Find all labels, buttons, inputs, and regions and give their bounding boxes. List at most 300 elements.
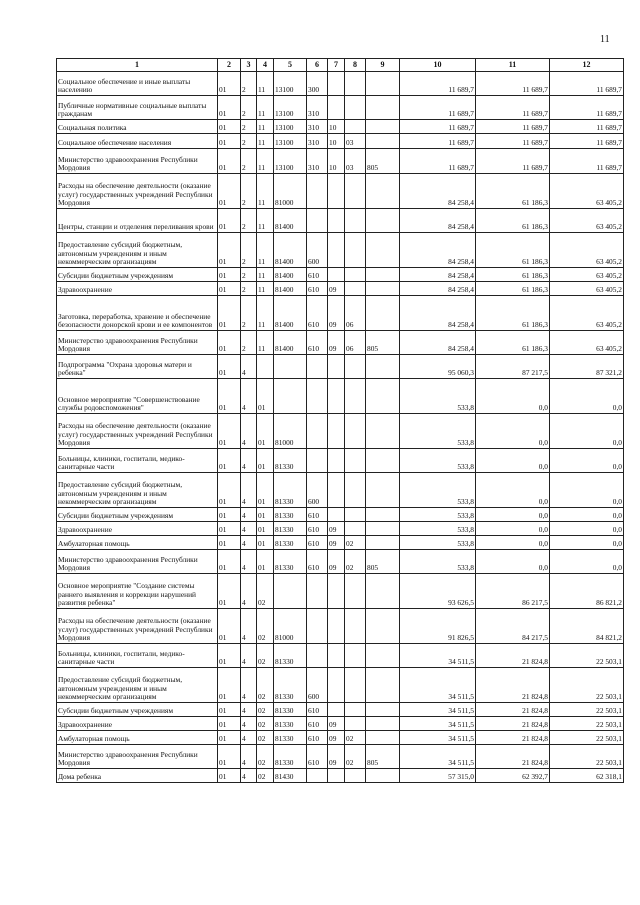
table-cell: 11 689,7 — [550, 134, 624, 149]
row-label-cell: Здравоохранение — [57, 282, 218, 296]
table-cell — [307, 574, 328, 609]
table-cell: 01 — [257, 473, 274, 508]
table-row — [57, 769, 624, 783]
table-cell: 11 689,7 — [400, 134, 476, 149]
table-cell: 95 060,3 — [400, 355, 476, 379]
table-cell: 610 — [307, 536, 328, 550]
table-cell: 13100 — [274, 96, 307, 120]
table-cell: 11 — [257, 282, 274, 296]
table-cell: 01 — [218, 609, 241, 644]
table-cell — [328, 96, 345, 120]
table-cell — [366, 703, 400, 717]
table-cell: 4 — [241, 644, 257, 668]
table-cell: 09 — [328, 282, 345, 296]
table-cell — [345, 668, 366, 703]
table-cell: 11 689,7 — [400, 149, 476, 174]
table-cell: 11 689,7 — [400, 96, 476, 120]
table-cell: 81000 — [274, 174, 307, 209]
table-cell: 11 689,7 — [550, 72, 624, 96]
table-cell: 34 511,5 — [400, 703, 476, 717]
table-cell — [345, 508, 366, 522]
table-cell: 11 689,7 — [476, 72, 550, 96]
table-cell: 0,0 — [550, 473, 624, 508]
table-cell: 2 — [241, 134, 257, 149]
table-cell: 84 258,4 — [400, 282, 476, 296]
table-cell — [328, 355, 345, 379]
table-cell — [366, 508, 400, 522]
table-cell: 4 — [241, 414, 257, 449]
table-cell: 09 — [328, 536, 345, 550]
table-cell: 11 — [257, 120, 274, 134]
table-cell — [366, 574, 400, 609]
row-label-cell: Социальная политика — [57, 120, 218, 134]
table-cell: 13100 — [274, 149, 307, 174]
table-cell: 01 — [218, 96, 241, 120]
table-cell: 0,0 — [476, 379, 550, 414]
table-cell: 01 — [218, 209, 241, 233]
row-label-cell: Подпрограмма "Охрана здоровья матери и ребенка" — [57, 355, 218, 379]
table-cell — [328, 609, 345, 644]
table-cell: 01 — [218, 473, 241, 508]
table-cell: 09 — [328, 331, 345, 355]
table-cell: 22 503,1 — [550, 668, 624, 703]
column-header-7: 7 — [328, 59, 345, 72]
table-row — [57, 282, 624, 296]
table-row — [57, 209, 624, 233]
table-cell: 0,0 — [476, 414, 550, 449]
table-cell: 87 321,2 — [550, 355, 624, 379]
table-cell: 610 — [307, 331, 328, 355]
table-cell: 0,0 — [476, 508, 550, 522]
table-cell — [345, 96, 366, 120]
table-cell: 805 — [366, 550, 400, 574]
table-cell: 63 405,2 — [550, 268, 624, 282]
table-cell: 11 — [257, 209, 274, 233]
table-cell: 22 503,1 — [550, 745, 624, 769]
table-cell: 09 — [328, 296, 345, 331]
table-row — [57, 574, 624, 609]
table-cell: 21 824,8 — [476, 745, 550, 769]
table-cell — [345, 703, 366, 717]
row-label-cell: Субсидии бюджетным учреждениям — [57, 703, 218, 717]
row-label-cell: Основное мероприятие "Создание системы раннего выявления и коррекции нарушений развития ребенка" — [57, 574, 218, 609]
table-cell: 63 405,2 — [550, 209, 624, 233]
row-label-cell: Основное мероприятие "Совершенствование службы родовспоможения" — [57, 379, 218, 414]
table-cell — [328, 174, 345, 209]
table-cell — [366, 134, 400, 149]
table-cell: 2 — [241, 72, 257, 96]
table-cell: 02 — [257, 574, 274, 609]
table-cell — [345, 268, 366, 282]
row-label-cell: Социальное обеспечение населения — [57, 134, 218, 149]
table-cell: 22 503,1 — [550, 644, 624, 668]
table-cell: 01 — [257, 379, 274, 414]
row-label-cell: Больницы, клиники, госпитали, медико-санитарные части — [57, 644, 218, 668]
table-cell: 11 — [257, 174, 274, 209]
table-cell: 01 — [218, 449, 241, 473]
table-cell: 02 — [345, 745, 366, 769]
table-cell — [366, 644, 400, 668]
table-cell: 4 — [241, 473, 257, 508]
table-cell: 0,0 — [476, 550, 550, 574]
table-cell — [366, 536, 400, 550]
table-cell: 533,8 — [400, 379, 476, 414]
table-cell: 06 — [345, 331, 366, 355]
table-cell — [328, 209, 345, 233]
table-cell: 0,0 — [550, 379, 624, 414]
column-header-9: 9 — [366, 59, 400, 72]
table-cell: 533,8 — [400, 473, 476, 508]
table-cell: 11 — [257, 149, 274, 174]
table-cell: 0,0 — [476, 449, 550, 473]
table-cell: 533,8 — [400, 550, 476, 574]
table-cell: 0,0 — [476, 473, 550, 508]
table-cell: 02 — [345, 536, 366, 550]
row-label-cell: Субсидии бюджетным учреждениям — [57, 508, 218, 522]
table-cell: 610 — [307, 703, 328, 717]
table-row — [57, 414, 624, 449]
row-label-cell: Субсидии бюджетным учреждениям — [57, 268, 218, 282]
table-cell: 01 — [218, 536, 241, 550]
table-row — [57, 536, 624, 550]
table-row — [57, 550, 624, 574]
table-cell: 4 — [241, 731, 257, 745]
table-cell: 600 — [307, 233, 328, 268]
table-row — [57, 233, 624, 268]
table-cell: 34 511,5 — [400, 745, 476, 769]
table-cell: 61 186,3 — [476, 174, 550, 209]
table-row — [57, 449, 624, 473]
row-label-cell: Дома ребенка — [57, 769, 218, 783]
table-cell: 01 — [218, 149, 241, 174]
table-cell — [274, 574, 307, 609]
table-cell: 03 — [345, 149, 366, 174]
table-cell: 10 — [328, 149, 345, 174]
table-row — [57, 609, 624, 644]
table-cell: 09 — [328, 550, 345, 574]
table-cell: 4 — [241, 609, 257, 644]
table-cell: 4 — [241, 536, 257, 550]
table-cell — [257, 355, 274, 379]
table-cell: 84 258,4 — [400, 268, 476, 282]
table-cell: 11 689,7 — [400, 72, 476, 96]
table-cell: 61 186,3 — [476, 233, 550, 268]
table-cell: 4 — [241, 745, 257, 769]
table-cell: 2 — [241, 282, 257, 296]
table-cell — [366, 668, 400, 703]
table-cell — [328, 473, 345, 508]
table-cell: 81330 — [274, 644, 307, 668]
table-cell — [328, 703, 345, 717]
table-cell — [307, 379, 328, 414]
table-cell — [307, 609, 328, 644]
row-label-cell: Заготовка, переработка, хранение и обеспечение безопасности донорской крови и ее компонентов — [57, 296, 218, 331]
column-header-10: 10 — [400, 59, 476, 72]
table-cell — [345, 644, 366, 668]
table-cell: 01 — [218, 120, 241, 134]
table-cell: 81330 — [274, 522, 307, 536]
table-row — [57, 703, 624, 717]
column-header-2: 2 — [218, 59, 241, 72]
table-cell: 805 — [366, 745, 400, 769]
column-header-6: 6 — [307, 59, 328, 72]
table-cell: 81000 — [274, 414, 307, 449]
table-cell — [307, 414, 328, 449]
table-row — [57, 522, 624, 536]
table-cell: 310 — [307, 96, 328, 120]
column-header-4: 4 — [257, 59, 274, 72]
table-cell — [366, 449, 400, 473]
table-cell — [328, 508, 345, 522]
table-cell: 81400 — [274, 296, 307, 331]
table-cell: 21 824,8 — [476, 703, 550, 717]
table-cell: 4 — [241, 769, 257, 783]
row-label-cell: Социальное обеспечение и иные выплаты населению — [57, 72, 218, 96]
table-cell — [307, 769, 328, 783]
table-cell — [307, 174, 328, 209]
table-cell — [345, 120, 366, 134]
table-cell: 2 — [241, 96, 257, 120]
row-label-cell: Министерство здравоохранения Республики Мордовия — [57, 149, 218, 174]
table-cell: 610 — [307, 731, 328, 745]
table-row — [57, 717, 624, 731]
row-label-cell: Расходы на обеспечение деятельности (оказание услуг) государственных учреждений Республики Мордовия — [57, 609, 218, 644]
table-cell: 81400 — [274, 233, 307, 268]
table-cell — [307, 209, 328, 233]
table-cell — [366, 72, 400, 96]
table-cell: 0,0 — [550, 414, 624, 449]
table-cell: 03 — [345, 134, 366, 149]
table-cell — [328, 668, 345, 703]
table-cell: 610 — [307, 550, 328, 574]
table-cell: 01 — [218, 134, 241, 149]
table-cell: 11 — [257, 331, 274, 355]
table-cell: 84 258,4 — [400, 296, 476, 331]
table-cell — [366, 233, 400, 268]
table-cell: 81430 — [274, 769, 307, 783]
table-cell: 81330 — [274, 449, 307, 473]
table-cell — [345, 379, 366, 414]
table-cell: 01 — [218, 233, 241, 268]
table-cell: 610 — [307, 745, 328, 769]
table-cell: 4 — [241, 703, 257, 717]
table-cell: 21 824,8 — [476, 731, 550, 745]
table-cell: 81330 — [274, 550, 307, 574]
table-cell — [274, 379, 307, 414]
table-body — [57, 72, 624, 783]
table-cell: 2 — [241, 268, 257, 282]
column-header-11: 11 — [476, 59, 550, 72]
table-cell: 93 626,5 — [400, 574, 476, 609]
table-cell: 21 824,8 — [476, 717, 550, 731]
table-cell: 2 — [241, 209, 257, 233]
table-cell: 61 186,3 — [476, 282, 550, 296]
table-cell: 600 — [307, 473, 328, 508]
budget-table — [56, 58, 624, 783]
table-cell: 2 — [241, 296, 257, 331]
table-cell: 610 — [307, 717, 328, 731]
table-cell: 81330 — [274, 536, 307, 550]
table-cell: 01 — [218, 769, 241, 783]
table-cell: 11 — [257, 134, 274, 149]
table-cell: 01 — [218, 717, 241, 731]
table-cell: 2 — [241, 233, 257, 268]
row-label-cell: Публичные нормативные социальные выплаты гражданам — [57, 96, 218, 120]
table-cell: 11 — [257, 72, 274, 96]
table-cell: 91 826,5 — [400, 609, 476, 644]
column-header-12: 12 — [550, 59, 624, 72]
table-cell: 34 511,5 — [400, 644, 476, 668]
table-cell — [345, 282, 366, 296]
table-cell: 02 — [257, 703, 274, 717]
table-cell: 533,8 — [400, 414, 476, 449]
table-cell: 310 — [307, 120, 328, 134]
table-row — [57, 296, 624, 331]
table-cell — [366, 268, 400, 282]
table-header-row — [57, 59, 624, 72]
table-cell: 01 — [218, 668, 241, 703]
table-cell: 81330 — [274, 473, 307, 508]
row-label-cell: Здравоохранение — [57, 522, 218, 536]
table-row — [57, 72, 624, 96]
table-cell — [345, 522, 366, 536]
table-cell: 01 — [257, 508, 274, 522]
table-cell: 63 405,2 — [550, 282, 624, 296]
table-cell: 01 — [218, 282, 241, 296]
table-cell — [366, 414, 400, 449]
table-cell: 21 824,8 — [476, 644, 550, 668]
table-cell: 01 — [218, 550, 241, 574]
table-cell — [345, 449, 366, 473]
table-cell: 84 821,2 — [550, 609, 624, 644]
table-cell — [345, 209, 366, 233]
row-label-cell: Предоставление субсидий бюджетным, автономным учреждениям и иным некоммерческим организациям — [57, 668, 218, 703]
table-cell: 62 318,1 — [550, 769, 624, 783]
table-cell — [366, 282, 400, 296]
table-cell: 0,0 — [476, 536, 550, 550]
table-cell: 02 — [257, 609, 274, 644]
table-cell — [328, 72, 345, 96]
table-cell: 2 — [241, 331, 257, 355]
table-row — [57, 668, 624, 703]
table-cell: 01 — [218, 296, 241, 331]
table-cell — [366, 609, 400, 644]
table-cell — [366, 731, 400, 745]
table-cell — [345, 609, 366, 644]
table-cell: 11 689,7 — [476, 134, 550, 149]
table-cell — [345, 72, 366, 96]
table-cell: 4 — [241, 449, 257, 473]
table-cell: 81400 — [274, 282, 307, 296]
table-cell: 02 — [257, 769, 274, 783]
table-cell: 01 — [257, 449, 274, 473]
row-label-cell: Амбулаторная помощь — [57, 731, 218, 745]
table-cell: 01 — [218, 522, 241, 536]
row-label-cell: Здравоохранение — [57, 717, 218, 731]
table-cell — [366, 96, 400, 120]
table-cell: 81330 — [274, 731, 307, 745]
row-label-cell: Амбулаторная помощь — [57, 536, 218, 550]
table-cell: 86 821,2 — [550, 574, 624, 609]
table-cell: 02 — [257, 668, 274, 703]
table-row — [57, 174, 624, 209]
table-cell: 01 — [218, 355, 241, 379]
row-label-cell: Предоставление субсидий бюджетным, автономным учреждениям и иным некоммерческим организациям — [57, 473, 218, 508]
table-cell — [366, 174, 400, 209]
table-cell — [345, 174, 366, 209]
table-cell: 02 — [257, 717, 274, 731]
table-cell: 01 — [218, 731, 241, 745]
table-cell — [366, 522, 400, 536]
row-label-cell: Расходы на обеспечение деятельности (оказание услуг) государственных учреждений Республики Мордовия — [57, 414, 218, 449]
table-cell — [328, 379, 345, 414]
table-cell: 4 — [241, 508, 257, 522]
row-label-cell: Предоставление субсидий бюджетным, автономным учреждениям и иным некоммерческим организациям — [57, 233, 218, 268]
row-label-cell: Больницы, клиники, госпитали, медико-санитарные части — [57, 449, 218, 473]
table-cell: 84 258,4 — [400, 209, 476, 233]
table-cell: 533,8 — [400, 522, 476, 536]
table-cell — [345, 574, 366, 609]
table-cell: 610 — [307, 522, 328, 536]
table-cell: 4 — [241, 550, 257, 574]
table-cell: 81330 — [274, 668, 307, 703]
table-cell — [366, 473, 400, 508]
table-cell: 13100 — [274, 120, 307, 134]
table-cell: 533,8 — [400, 449, 476, 473]
table-cell: 610 — [307, 282, 328, 296]
table-cell: 2 — [241, 174, 257, 209]
table-cell: 4 — [241, 574, 257, 609]
table-cell: 01 — [218, 174, 241, 209]
row-label-cell: Центры, станции и отделения переливания крови — [57, 209, 218, 233]
table-cell: 02 — [257, 644, 274, 668]
table-cell: 11 — [257, 96, 274, 120]
table-cell: 09 — [328, 717, 345, 731]
table-cell — [307, 449, 328, 473]
column-header-5: 5 — [274, 59, 307, 72]
table-cell: 63 405,2 — [550, 296, 624, 331]
table-cell: 09 — [328, 522, 345, 536]
table-cell: 34 511,5 — [400, 731, 476, 745]
row-label-cell: Расходы на обеспечение деятельности (оказание услуг) государственных учреждений Республики Мордовия — [57, 174, 218, 209]
table-cell: 01 — [257, 522, 274, 536]
table-cell — [328, 644, 345, 668]
table-cell: 57 315,0 — [400, 769, 476, 783]
table-cell: 805 — [366, 331, 400, 355]
column-header-3: 3 — [241, 59, 257, 72]
table-cell: 09 — [328, 745, 345, 769]
table-cell: 01 — [218, 379, 241, 414]
table-cell — [274, 355, 307, 379]
table-cell: 2 — [241, 149, 257, 174]
table-cell: 61 186,3 — [476, 268, 550, 282]
table-cell: 0,0 — [550, 508, 624, 522]
table-cell — [366, 717, 400, 731]
table-cell: 09 — [328, 731, 345, 745]
table-row — [57, 644, 624, 668]
table-cell: 81000 — [274, 609, 307, 644]
table-cell: 01 — [218, 331, 241, 355]
table-cell: 61 186,3 — [476, 331, 550, 355]
table-cell: 84 217,5 — [476, 609, 550, 644]
table-row — [57, 508, 624, 522]
table-cell: 610 — [307, 268, 328, 282]
table-cell: 533,8 — [400, 536, 476, 550]
table-cell: 34 511,5 — [400, 717, 476, 731]
table-cell — [345, 473, 366, 508]
table-cell — [345, 717, 366, 731]
table-row — [57, 745, 624, 769]
